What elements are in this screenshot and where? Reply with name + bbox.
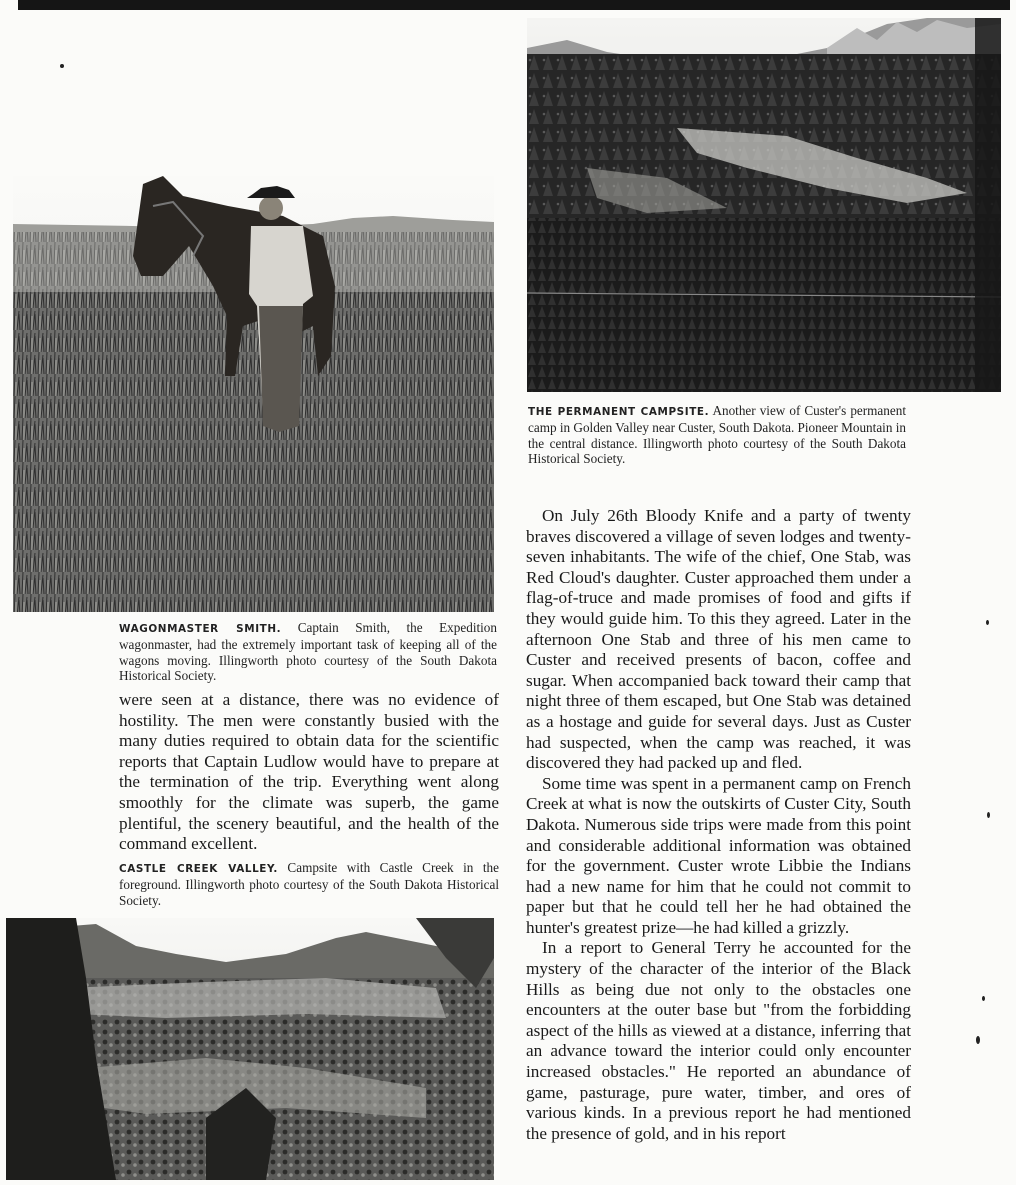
permanent-campsite-caption-text: Another view of Custer's permanent camp in Golden Valley near Custer, South Dakota. Pioneer Mountain in the central distance. Illingworth photo courtesy of the South Dakota Historical Society. [528, 403, 906, 467]
scan-speck [987, 812, 990, 818]
scan-speck [982, 996, 985, 1001]
scan-speck [986, 620, 989, 625]
castle-creek-caption-text: Campsite with Castle Creek in the foreground. Illingworth photo courtesy of the South Dakota Historical Society. [119, 860, 499, 908]
left-column-text [119, 690, 499, 855]
permanent-campsite-photo [527, 18, 1001, 392]
scan-speck [60, 64, 64, 68]
wagonmaster-caption-lead: WAGONMASTER SMITH. [119, 623, 282, 635]
scan-speck [976, 1036, 980, 1044]
page-top-bar [18, 0, 1010, 10]
right-column-text [526, 506, 911, 1144]
right-column-paragraph-1: On July 26th Bloody Knife and a party of twenty braves discovered a village of seven lodges and twenty-seven inhabitants. The wife of the chief, One Stab, was Red Cloud's daughter. Custer approached them under a flag-of-truce and made promises of food and gifts if they would guide him. To this they agreed. Later in the afternoon One Stab and three of his men came to Custer and received presents of bacon, coffee and sugar. When accompanied back toward their camp that night three of them escaped, but One Stab was detained as a hostage and guide for several days. Just as Custer had suspected, when the camp was reached, it was discovered they had packed up and fled. [526, 506, 911, 773]
castle-creek-photo [6, 918, 494, 1180]
wagonmaster-caption [119, 620, 497, 684]
castle-creek-caption-lead: CASTLE CREEK VALLEY. [119, 863, 278, 875]
permanent-campsite-caption [528, 403, 906, 467]
castle-creek-caption [119, 860, 499, 908]
wagonmaster-caption-text: Captain Smith, the Expedition wagonmaster, had the extremely important task of keeping all of the wagons moving. Illingworth photo courtesy of the South Dakota Historical Society. [119, 620, 497, 684]
left-column-paragraph: were seen at a distance, there was no evidence of hostility. The men were constantly busied with the many duties required to obtain data for the scientific reports that Captain Ludlow would have to prepare at the termination of the trip. Everything went along smoothly for the climate was superb, the game plentiful, the scenery beautiful, and the health of the command excellent. [119, 690, 499, 854]
wagonmaster-photo [13, 176, 494, 612]
right-column-paragraph-3: In a report to General Terry he accounted for the mystery of the character of the interior of the Black Hills as being due not only to the obstacles one encounters at the outer base but "from the forbidding aspect of the hills as viewed at a distance, inferring that an advance toward the interior could only encounter increased obstacles." He reported an abundance of game, pasturage, pure water, timber, and ores of various kinds. In a previous report he had mentioned the presence of gold, and in his report [526, 938, 911, 1143]
permanent-campsite-caption-lead: THE PERMANENT CAMPSITE. [528, 406, 710, 418]
right-column-paragraph-2: Some time was spent in a permanent camp on French Creek at what is now the outskirts of Custer City, South Dakota. Numerous side trips were made from this point and considerable additional information was obtained for the government. Custer wrote Libbie the Indians had a new name for him that he could not commit to paper but that he could tell her he had obtained the hunter's greatest prize—he had killed a grizzly. [526, 773, 911, 937]
